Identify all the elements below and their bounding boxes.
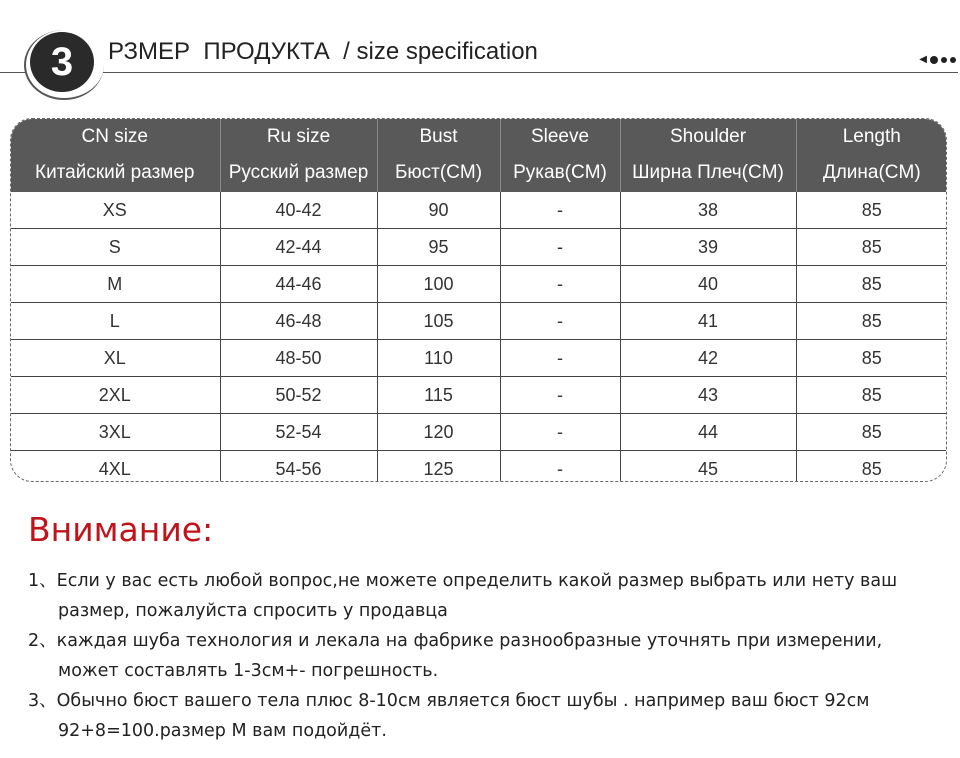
table-cell: 85 (796, 192, 947, 229)
column-header-en: Length (842, 126, 901, 147)
table-cell: XL (10, 340, 220, 377)
title-ru: РЗМЕР ПРОДУКТА (108, 38, 330, 65)
column-header-ru: Ширна Плеч(CM) (632, 162, 784, 183)
table-row (10, 451, 947, 483)
table-row (10, 229, 947, 266)
table-header-row (10, 118, 947, 192)
notice-line: может составлять 1-3см+- погрешность. (58, 661, 439, 681)
table-cell: 85 (796, 414, 947, 451)
size-table (10, 118, 947, 482)
table-cell: 85 (796, 340, 947, 377)
column-header-ru: Русский размер (228, 162, 369, 183)
table-cell: 105 (377, 303, 500, 340)
table-row (10, 340, 947, 377)
notice-item (28, 626, 948, 686)
table-cell: 45 (620, 451, 796, 483)
table-cell: 50-52 (220, 377, 377, 414)
column-header-ru: Бюст(CM) (394, 162, 483, 183)
table-cell: 90 (377, 192, 500, 229)
notice-title: Внимание: (28, 510, 214, 549)
table-cell: - (500, 451, 620, 483)
table-cell: S (10, 229, 220, 266)
table-cell: 46-48 (220, 303, 377, 340)
column-header (10, 118, 220, 192)
table-cell: 110 (377, 340, 500, 377)
table-cell: - (500, 414, 620, 451)
table-cell: - (500, 266, 620, 303)
size-table-frame (10, 118, 947, 482)
table-cell: 44 (620, 414, 796, 451)
column-header-en: Shoulder (669, 126, 747, 147)
title-separator: / (329, 38, 357, 65)
column-header (377, 118, 500, 192)
table-cell: 52-54 (220, 414, 377, 451)
table-cell: 40 (620, 266, 796, 303)
table-cell: 48-50 (220, 340, 377, 377)
table-cell: 42-44 (220, 229, 377, 266)
notice-item (28, 686, 948, 746)
table-cell: 85 (796, 266, 947, 303)
decorative-dots (919, 54, 956, 65)
table-row (10, 377, 947, 414)
notice-item (28, 566, 948, 626)
table-body (10, 192, 947, 482)
title-en: size specification (356, 38, 538, 65)
table-cell: 41 (620, 303, 796, 340)
column-header-en: CN size (81, 126, 148, 147)
table-cell: 2XL (10, 377, 220, 414)
notice-line: 1、Если у вас есть любой вопрос,не можете определить какой размер выбрать или нету ваш (28, 571, 898, 591)
table-cell: - (500, 192, 620, 229)
table-cell: 115 (377, 377, 500, 414)
table-cell: 44-46 (220, 266, 377, 303)
table-cell: 85 (796, 451, 947, 483)
table-cell: 85 (796, 303, 947, 340)
table-cell: 3XL (10, 414, 220, 451)
table-cell: 43 (620, 377, 796, 414)
table-cell: 38 (620, 192, 796, 229)
table-cell: 39 (620, 229, 796, 266)
table-cell: 40-42 (220, 192, 377, 229)
table-row (10, 303, 947, 340)
column-header (500, 118, 620, 192)
table-cell: - (500, 377, 620, 414)
notice-line: 2、каждая шуба технология и лекала на фабрике разнообразные уточнять при измерении, (28, 631, 883, 651)
column-header-en: Ru size (266, 126, 331, 147)
dot-icon (950, 57, 956, 63)
table-cell: 125 (377, 451, 500, 483)
table-cell: 42 (620, 340, 796, 377)
table-row (10, 414, 947, 451)
table-cell: 4XL (98, 458, 131, 479)
column-header-ru: Длина(CM) (822, 162, 921, 183)
column-header-ru: Китайский размер (35, 162, 195, 183)
table-cell: 54-56 (220, 451, 377, 483)
notice-line: 3、Обычно бюст вашего тела плюс 8-10см является бюст шубы . например ваш бюст 92см (28, 691, 870, 711)
notice-list (28, 566, 948, 746)
dot-icon (930, 56, 938, 64)
table-cell: M (10, 266, 220, 303)
table-cell: 120 (377, 414, 500, 451)
table-row (10, 266, 947, 303)
table-cell: L (10, 303, 220, 340)
arrow-left-icon: ◀ (919, 54, 927, 65)
table-cell: XS (10, 192, 220, 229)
column-header (620, 118, 796, 192)
table-header (10, 118, 947, 192)
table-row (10, 192, 947, 229)
section-title (108, 38, 538, 66)
table-cell: - (500, 229, 620, 266)
table-cell: 100 (377, 266, 500, 303)
section-number-badge: 3 (30, 32, 94, 92)
notice-line: размер, пожалуйста спросить у продавца (58, 601, 448, 621)
table-cell: - (500, 340, 620, 377)
column-header-ru: Рукав(CM) (513, 162, 607, 183)
table-cell: 85 (796, 377, 947, 414)
table-cell: - (500, 303, 620, 340)
column-header (220, 118, 377, 192)
table-cell: 95 (377, 229, 500, 266)
header-divider (0, 72, 958, 73)
column-header-en: Bust (419, 126, 458, 147)
dot-icon (941, 57, 947, 63)
column-header (796, 118, 947, 192)
column-header-en: Sleeve (530, 126, 590, 147)
table-cell: 85 (796, 229, 947, 266)
notice-line: 92+8=100.размер M вам подойдёт. (58, 721, 387, 741)
